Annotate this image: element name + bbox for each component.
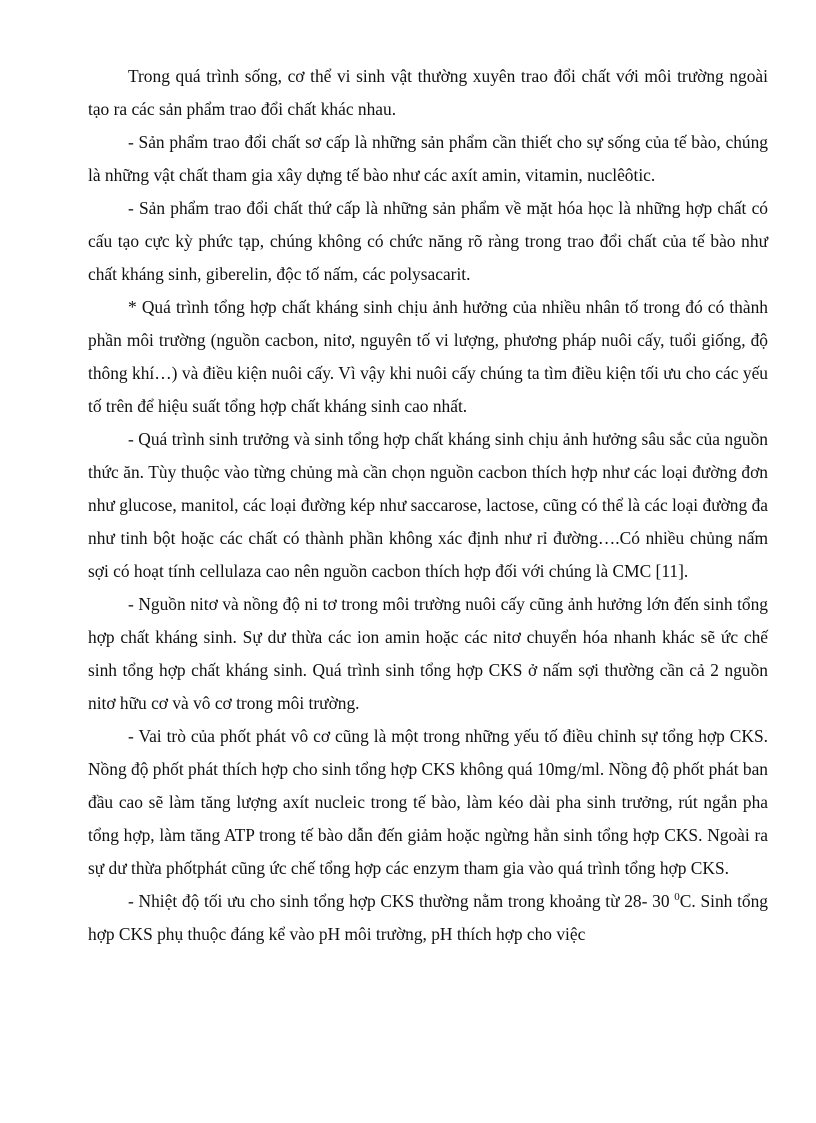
document-body	[88, 60, 768, 951]
paragraph-antibiotic-factors: * Quá trình tổng hợp chất kháng sinh chịu ảnh hưởng của nhiều nhân tố trong đó có thành phần môi trường (nguồn cacbon, nitơ, nguyên tố vi lượng, phương pháp nuôi cấy, tuổi giống, độ thông khí…) và điều kiện nuôi cấy. Vì vậy khi nuôi cấy chúng ta tìm điều kiện tối ưu cho các yếu tố trên để hiệu suất tổng hợp chất kháng sinh cao nhất.	[88, 297, 768, 416]
paragraph-primary-products: - Sản phẩm trao đổi chất sơ cấp là những sản phẩm cần thiết cho sự sống của tế bào, chúng là những vật chất tham gia xây dựng tế bào như các axít amin, vitamin, nuclêôtic.	[88, 132, 768, 185]
paragraph-secondary-products: - Sản phẩm trao đổi chất thứ cấp là những sản phẩm về mặt hóa học là những hợp chất có cấu tạo cực kỳ phức tạp, chúng không có chức năng rõ ràng trong trao đổi chất của tế bào như chất kháng sinh, giberelin, độc tố nấm, các polysacarit.	[88, 198, 768, 284]
degree-superscript: 0	[674, 891, 680, 903]
temperature-text-end: C. Sinh tổng hợp CKS phụ thuộc đáng kể vào pH môi trường, pH thích hợp cho việc	[88, 891, 768, 944]
paragraph-temperature	[88, 885, 768, 951]
temperature-text-start: - Nhiệt độ tối ưu cho sinh tổng hợp CKS thường nằm trong khoảng từ 28- 30	[128, 891, 670, 911]
paragraph-carbon-source: - Quá trình sinh trưởng và sinh tổng hợp chất kháng sinh chịu ảnh hưởng sâu sắc của nguồn thức ăn. Tùy thuộc vào từng chủng mà cần chọn nguồn cacbon thích hợp như các loại đường đơn như glucose, manitol, các loại đường kép như saccarose, lactose, cũng có thể là các loại đường đa như tinh bột hoặc các chất có thành phần không xác định như rỉ đường….Có nhiều chủng nấm sợi có hoạt tính cellulaza cao nên nguồn cacbon thích hợp đối với chúng là CMC [11].	[88, 429, 768, 581]
paragraph-nitrogen-source: - Nguồn nitơ và nồng độ ni tơ trong môi trường nuôi cấy cũng ảnh hưởng lớn đến sinh tổng hợp chất kháng sinh. Sự dư thừa các ion amin hoặc các nitơ chuyển hóa nhanh khác sẽ ức chế sinh tổng hợp chất kháng sinh. Quá trình sinh tổng hợp CKS ở nấm sợi thường cần cả 2 nguồn nitơ hữu cơ và vô cơ trong môi trường.	[88, 594, 768, 713]
paragraph-intro: Trong quá trình sống, cơ thể vi sinh vật thường xuyên trao đổi chất với môi trường ngoài tạo ra các sản phẩm trao đổi chất khác nhau.	[88, 66, 768, 119]
paragraph-phosphate: - Vai trò của phốt phát vô cơ cũng là một trong những yếu tố điều chỉnh sự tổng hợp CKS. Nồng độ phốt phát thích hợp cho sinh tổng hợp CKS không quá 10mg/ml. Nồng độ phốt phát ban đầu cao sẽ làm tăng lượng axít nucleic trong tế bào, làm kéo dài pha sinh trưởng, rút ngắn pha tổng hợp, làm tăng ATP trong tế bào dẫn đến giảm hoặc ngừng hẳn sinh tổng hợp CKS. Ngoài ra sự dư thừa phốtphát cũng ức chế tổng hợp các enzym tham gia vào quá trình tổng hợp CKS.	[88, 726, 768, 878]
